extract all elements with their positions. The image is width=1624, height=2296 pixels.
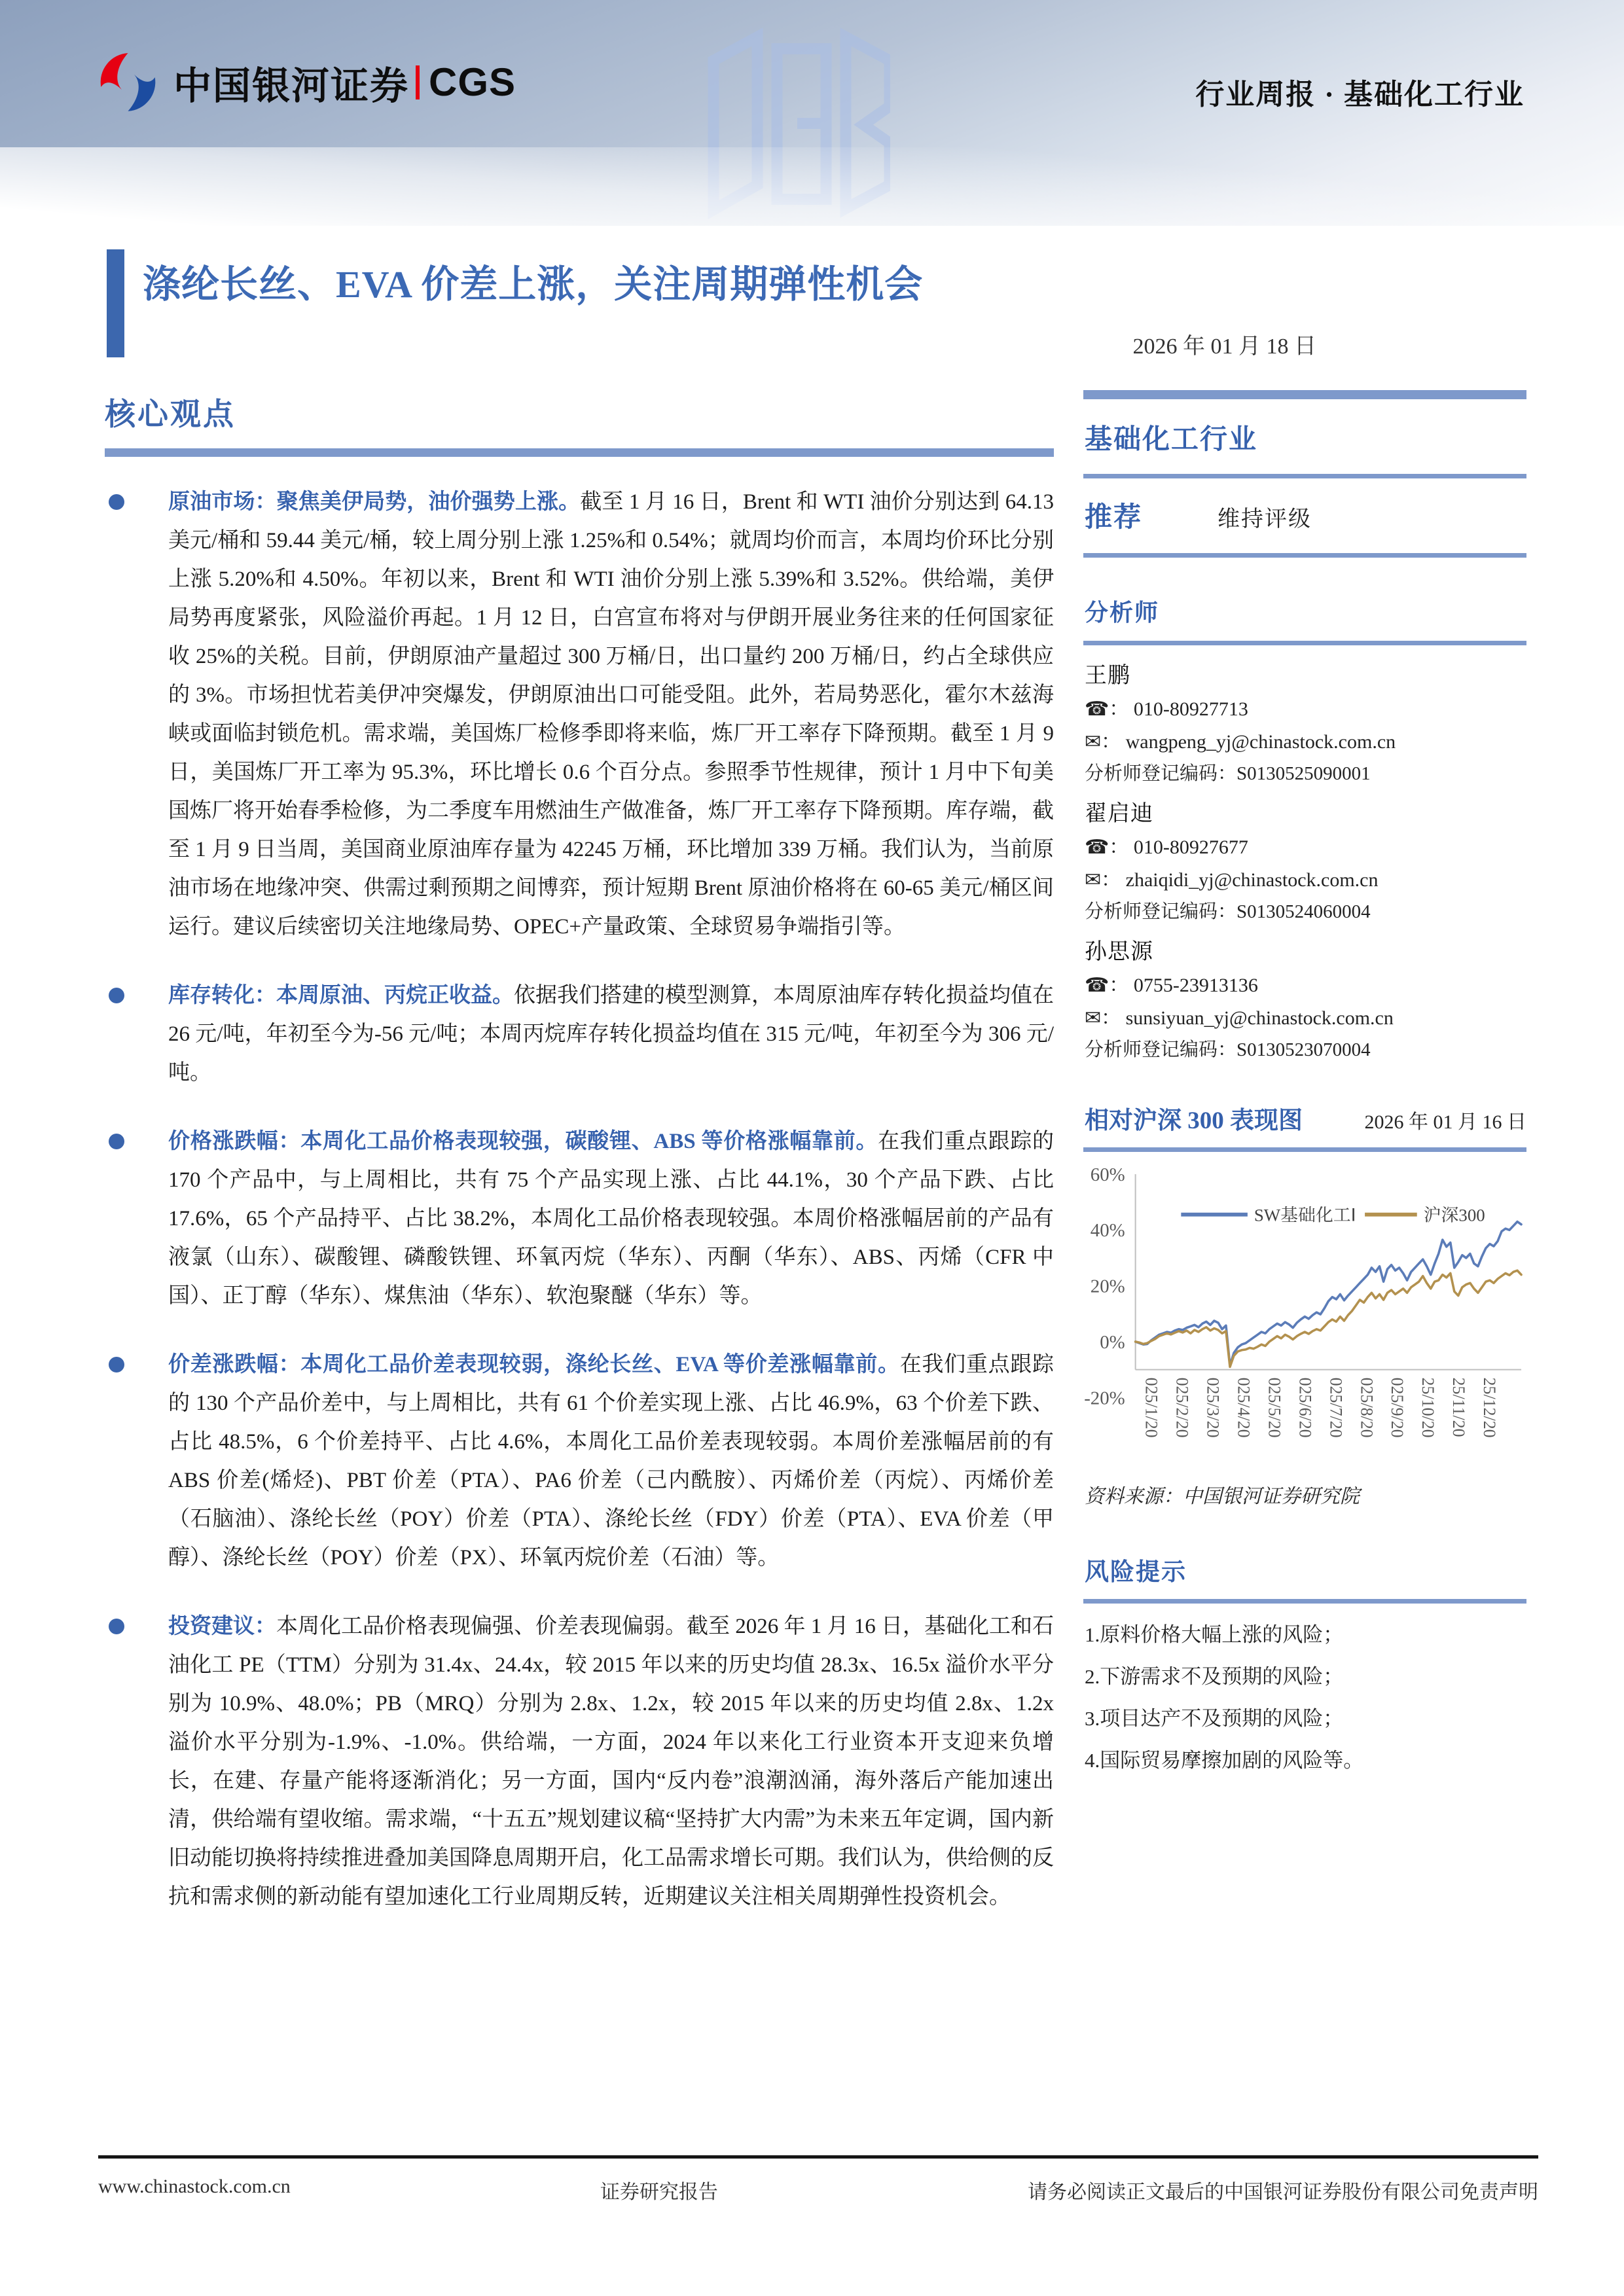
core-bullet — [105, 1607, 1054, 1916]
risk-item: 3.项目达产不及预期的风险； — [1085, 1707, 1344, 1730]
galaxy-swirl-icon — [97, 51, 159, 113]
analyst-license: 分析师登记编码：S0130523070004 — [1085, 1039, 1371, 1060]
svg-text:60%: 60% — [1090, 1164, 1125, 1185]
bullet-text: 依据我们搭建的模型测算，本周原油库存转化损益均值在 26 元/吨，年初至今为-56 元/吨；本周丙烷库存转化损益均值在 315 元/吨，年初至今为 306 元/吨。 — [168, 984, 1054, 1085]
sidebar-rule — [1083, 1147, 1526, 1152]
bullet-text: 在我们重点跟踪的 130 个产品价差中，与上周相比，共有 61 个价差实现上涨、占比 46.9%，63 个价差下跌、占比 48.5%，6 个价差持平、占比 4.6%，本周化工品价差表现较弱。本周价差涨幅居前的有 ABS 价差(烯烃)、PBT 价差（PTA）、PA6 价差（己内酰胺）、丙烯价差（丙烷）、丙烯价差（石脑油）、涤纶长丝（POY）价差（PTA）、涤纶长丝（FDY）价差（PTA）、EVA 价差（甲醇）、涤纶长丝（POY）价差（PX）、环氧丙烷价差（石油）等。 — [168, 1353, 1055, 1570]
bullet-text: 截至 1 月 16 日，Brent 和 WTI 油价分别达到 64.13 美元/桶和 59.44 美元/桶，较上周分别上涨 1.25%和 0.54%；就周均价而言，本周均价环比分别上涨 5.20%和 4.50%。年初以来，Brent 和 WTI 油价分别上涨 5.39%和 3.52%。供给端，美伊局势再度紧张，风险溢价再起。1 月 12 日，白宫宣布将对与伊朗开展业务往来的任何国家征收 25%的关税。目前，伊朗原油产量超过 300 万桶/日，出口量约 200 万桶/日，约占全球供应的 3%。市场担忧若美伊冲突爆发，伊朗原油出口可能受阻。此外，若局势恶化，霍尔木兹海峡或面临封锁危机。需求端，美国炼厂检修季即将来临，炼厂开工率存下降预期。截至 1 月 9 日，美国炼厂开工率为 95.3%，环比增长 0.6 个百分点。参照季节性规律，预计 1 月中下旬美国炼厂将开始春季检修，为二季度车用燃油生产做准备，炼厂开工率存下降预期。库存端，截至 1 月 9 日当周，美国商业原油库存量为 42245 万桶，环比增加 339 万桶。我们认为，当前原油市场在地缘冲突、供需过剩预期之间博弈，预计短期 Brent 原油价格将在 60-65 美元/桶区间运行。建议后续密切关注地缘局势、OPEC+产量政策、全球贸易争端指引等。 — [168, 490, 1055, 939]
risk-heading: 风险提示 — [1085, 1559, 1187, 1586]
page-footer — [98, 2155, 1538, 2204]
rating-value: 维持评级 — [1218, 507, 1312, 531]
industry-label: 基础化工行业 — [1085, 425, 1258, 455]
analyst-phone: ☎： 010-80927677 — [1085, 836, 1248, 858]
svg-text:025/4/20: 025/4/20 — [1234, 1377, 1254, 1438]
bullet-lead: 库存转化：本周原油、丙烷正收益。 — [168, 984, 514, 1007]
chart-date: 2026 年 01 月 16 日 — [1364, 1111, 1526, 1133]
bullet-lead: 投资建议： — [168, 1615, 276, 1638]
svg-text:025/7/20: 025/7/20 — [1326, 1377, 1346, 1438]
analyst-name: 王鹏 — [1085, 664, 1130, 688]
svg-text:025/6/20: 025/6/20 — [1295, 1377, 1315, 1438]
svg-text:025/2/20: 025/2/20 — [1172, 1377, 1192, 1438]
core-bullet — [105, 977, 1054, 1092]
svg-text:0%: 0% — [1100, 1331, 1125, 1353]
rating-label: 推荐 — [1085, 503, 1143, 533]
performance-chart — [1083, 1162, 1526, 1475]
rating-row — [1085, 495, 1526, 535]
svg-text:SW基础化工Ⅰ: SW基础化工Ⅰ — [1254, 1205, 1356, 1225]
brand-divider — [416, 65, 420, 99]
core-viewpoints-column — [105, 390, 1054, 1946]
svg-text:40%: 40% — [1090, 1220, 1125, 1242]
svg-text:025/1/20: 025/1/20 — [1142, 1377, 1161, 1438]
svg-text:25/12/20: 25/12/20 — [1480, 1377, 1500, 1438]
report-date: 2026 年 01 月 18 日 — [1132, 334, 1316, 359]
bullet-text: 在我们重点跟踪的 170 个产品中，与上周相比，共有 75 个产品实现上涨、占比 44.1%，30 个产品下跌、占比 17.6%，65 个产品持平、占比 38.2%，本周化工品价格表现较强。本周价格涨幅居前的产品有液氯（山东）、碳酸锂、磷酸铁锂、环氧丙烷（华东）、丙酮（华东）、ABS、丙烯（CFR 中国）、正丁醇（华东）、煤焦油（华东）、软泡聚醚（华东）等。 — [168, 1130, 1054, 1308]
brand-logo — [97, 51, 516, 113]
analyst-phone: ☎： 0755-23913136 — [1085, 975, 1258, 996]
core-bullet-list — [105, 483, 1054, 1916]
svg-text:025/3/20: 025/3/20 — [1203, 1377, 1223, 1438]
core-heading-rule — [105, 448, 1054, 457]
bullet-dot-icon — [109, 1134, 124, 1149]
sidebar-rule — [1083, 553, 1526, 558]
analyst-license: 分析师登记编码：S0130525090001 — [1085, 763, 1371, 784]
risk-list — [1083, 1617, 1526, 1779]
svg-text:025/5/20: 025/5/20 — [1265, 1377, 1284, 1438]
bullet-dot-icon — [109, 1357, 124, 1372]
footer-report-type: 证券研究报告 — [600, 2181, 718, 2203]
header-banner — [0, 0, 1624, 226]
svg-text:沪深300: 沪深300 — [1423, 1205, 1485, 1225]
sidebar-rule — [1083, 641, 1526, 645]
svg-text:25/11/20: 25/11/20 — [1449, 1377, 1469, 1437]
analyst-list — [1083, 657, 1526, 1065]
analyst-block — [1083, 795, 1526, 927]
footer-website: www.chinastock.com.cn — [98, 2176, 291, 2197]
title-accent-bar — [107, 249, 124, 357]
analyst-block — [1083, 933, 1526, 1065]
bullet-dot-icon — [109, 1619, 124, 1634]
analyst-email: ✉： wangpeng_yj@chinastock.com.cn — [1085, 731, 1396, 753]
analyst-name: 孙思源 — [1085, 940, 1153, 964]
brand-name-cn: 中国银河证券 — [173, 64, 410, 107]
brand-name-en: CGS — [429, 60, 516, 104]
sidebar-rule — [1083, 474, 1526, 478]
svg-text:-20%: -20% — [1084, 1388, 1125, 1409]
risk-item: 1.原料价格大幅上涨的风险； — [1085, 1623, 1344, 1646]
analyst-license: 分析师登记编码：S0130524060004 — [1085, 901, 1371, 922]
core-bullet — [105, 1122, 1054, 1316]
bullet-lead: 价格涨跌幅：本周化工品价格表现较强，碳酸锂、ABS 等价格涨幅靠前。 — [168, 1130, 878, 1153]
core-bullet — [105, 483, 1054, 946]
chart-header — [1085, 1100, 1526, 1136]
analyst-name: 翟启迪 — [1085, 802, 1153, 826]
content-area — [105, 390, 1526, 1946]
chart-source: 资料来源：中国银河证券研究院 — [1085, 1486, 1360, 1507]
bullet-dot-icon — [109, 494, 124, 510]
report-type-label: 行业周报 · 基础化工行业 — [1195, 79, 1525, 111]
core-viewpoints-heading: 核心观点 — [105, 398, 236, 432]
cgs-watermark-icon — [694, 7, 890, 232]
bullet-dot-icon — [109, 988, 124, 1003]
sidebar — [1083, 390, 1526, 1946]
core-bullet — [105, 1346, 1054, 1577]
page-title: 涤纶长丝、EVA 价差上涨，关注周期弹性机会 — [143, 263, 924, 306]
sidebar-rule — [1083, 1599, 1526, 1604]
risk-item: 4.国际贸易摩擦加剧的风险等。 — [1085, 1749, 1364, 1772]
chart-heading: 相对沪深 300 表现图 — [1085, 1107, 1303, 1134]
analyst-email: ✉： sunsiyuan_yj@chinastock.com.cn — [1085, 1007, 1394, 1029]
analyst-block — [1083, 657, 1526, 789]
analyst-phone: ☎： 010-80927713 — [1085, 698, 1248, 720]
risk-item: 2.下游需求不及预期的风险； — [1085, 1665, 1344, 1688]
bullet-lead: 价差涨跌幅：本周化工品价差表现较弱，涤纶长丝、EVA 等价差涨幅靠前。 — [168, 1353, 900, 1376]
performance-chart-svg — [1083, 1162, 1526, 1471]
bullet-lead: 原油市场：聚焦美伊局势，油价强势上涨。 — [168, 490, 581, 514]
sidebar-top-rule — [1083, 390, 1526, 399]
title-section — [107, 253, 1526, 308]
svg-text:025/9/20: 025/9/20 — [1388, 1377, 1407, 1438]
analyst-heading: 分析师 — [1085, 600, 1160, 626]
svg-text:20%: 20% — [1090, 1276, 1125, 1297]
bullet-text: 本周化工品价格表现偏强、价差表现偏弱。截至 2026 年 1 月 16 日，基础化工和石油化工 PE（TTM）分别为 31.4x、24.4x，较 2015 年以来的历史均值 28.3x、16.5x 溢价水平分别为 10.9%、48.0%；PB（MRQ）分别为 2.8x、1.2x，较 2015 年以来的历史均值 2.8x、1.2x 溢价水平分别为-1.9%、-1.0%。供给端，一方面，2024 年以来化工行业资本开支迎来负增长，在建、存量产能将逐渐消化；另一方面，国内“反内卷”浪潮汹涌，海外落后产能加速出清，供给端有望收缩。需求端，“十五五”规划建议稿“坚持扩大内需”为未来五年定调，国内新旧动能切换将持续推进叠加美国降息周期开启，化工品需求增长可期。我们认为，供给侧的反抗和需求侧的新动能有望加速化工行业周期反转，近期建议关注相关周期弹性投资机会。 — [168, 1615, 1054, 1909]
svg-text:25/10/20: 25/10/20 — [1418, 1377, 1438, 1438]
svg-text:025/8/20: 025/8/20 — [1357, 1377, 1377, 1438]
footer-disclaimer: 请务必阅读正文最后的中国银河证券股份有限公司免责声明 — [1028, 2181, 1538, 2203]
analyst-email: ✉： zhaiqidi_yj@chinastock.com.cn — [1085, 869, 1379, 891]
